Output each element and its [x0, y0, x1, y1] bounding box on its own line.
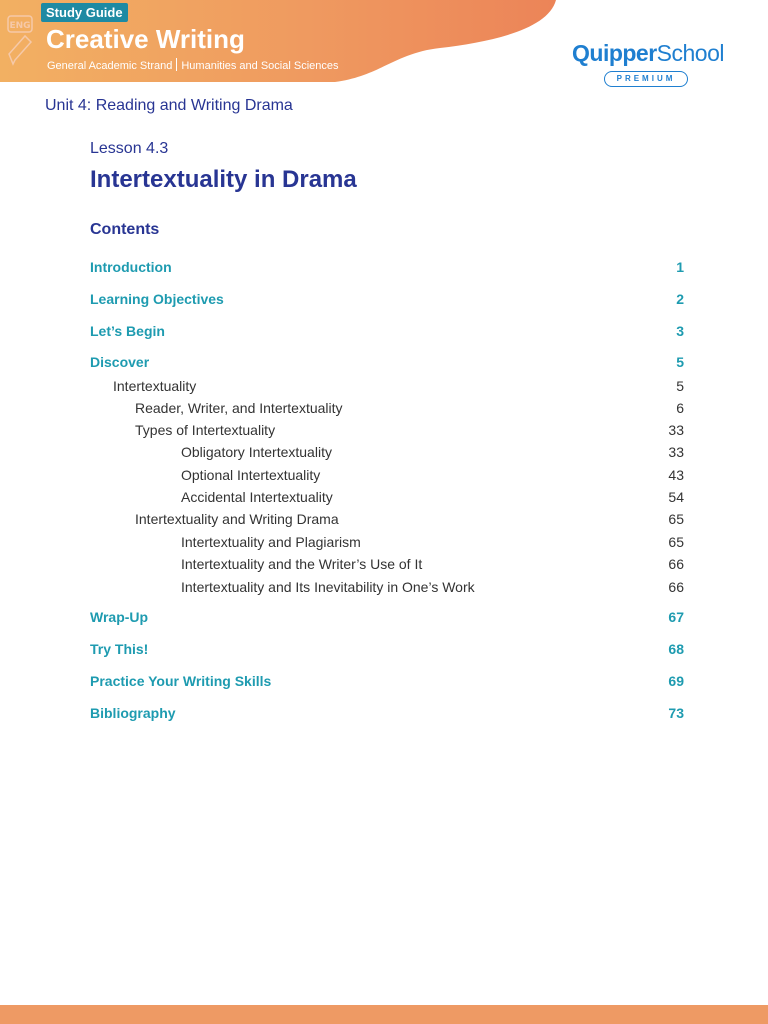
toc-page: 5	[676, 378, 684, 394]
toc-entry-lets-begin[interactable]	[0, 321, 684, 341]
toc-label: Intertextuality and the Writer’s Use of It	[181, 556, 423, 572]
toc-label: Practice Your Writing Skills	[90, 673, 272, 689]
toc-entry-accidental[interactable]	[0, 487, 684, 507]
toc-page: 65	[668, 534, 684, 550]
toc-entry-writers-use[interactable]	[0, 554, 684, 574]
toc-entry-learning-objectives[interactable]	[0, 289, 684, 309]
toc-label: Introduction	[90, 259, 172, 275]
premium-badge: PREMIUM	[604, 71, 688, 87]
toc-page: 68	[668, 641, 684, 657]
toc-entry-reader-writer[interactable]	[0, 398, 684, 418]
toc-page: 54	[668, 489, 684, 505]
study-guide-badge: Study Guide	[41, 3, 128, 22]
guide-title: Creative Writing	[46, 24, 245, 54]
lesson-title: Intertextuality in Drama	[90, 166, 357, 193]
quipper-school-logo	[572, 40, 732, 90]
toc-label: Accidental Intertextuality	[181, 489, 333, 505]
strand-right: Humanities and Social Sciences	[181, 60, 339, 72]
toc-page: 66	[668, 579, 684, 595]
svg-text:ENG: ENG	[9, 21, 31, 31]
toc-label: Types of Intertextuality	[135, 422, 276, 438]
toc-entry-writing-drama[interactable]	[0, 509, 684, 529]
footer-band	[0, 1005, 768, 1024]
toc-page: 66	[668, 556, 684, 572]
toc-label: Obligatory Intertextuality	[181, 444, 332, 460]
toc-label: Intertextuality	[113, 378, 197, 394]
toc-page: 33	[668, 422, 684, 438]
toc-page: 2	[676, 291, 684, 307]
toc-entry-intertextuality[interactable]	[0, 376, 684, 396]
toc-page: 1	[676, 259, 684, 275]
toc-entry-plagiarism[interactable]	[0, 532, 684, 552]
toc-page: 3	[676, 323, 684, 339]
eng-pencil-icon	[5, 14, 35, 66]
toc-entry-obligatory[interactable]	[0, 442, 684, 462]
toc-label: Learning Objectives	[90, 291, 224, 307]
logo-brand-suffix: School	[656, 40, 724, 66]
lesson-number: Lesson 4.3	[90, 140, 169, 157]
contents-heading: Contents	[90, 221, 160, 238]
strand-left: General Academic Strand	[47, 60, 173, 72]
toc-page: 65	[668, 511, 684, 527]
toc-page: 69	[668, 673, 684, 689]
toc-label: Let’s Begin	[90, 323, 165, 339]
toc-label: Intertextuality and Its Inevitability in One’s Work	[181, 579, 475, 595]
toc-label: Try This!	[90, 641, 149, 657]
toc-page: 43	[668, 467, 684, 483]
toc-page: 73	[668, 705, 684, 721]
unit-title: Unit 4: Reading and Writing Drama	[45, 97, 293, 114]
toc-entry-types[interactable]	[0, 420, 684, 440]
strand-divider	[176, 58, 177, 71]
toc-page: 5	[676, 354, 684, 370]
toc-entry-introduction[interactable]	[0, 257, 684, 277]
toc-label: Reader, Writer, and Intertextuality	[135, 400, 343, 416]
toc-entry-bibliography[interactable]	[0, 703, 684, 723]
toc-label: Optional Intertextuality	[181, 467, 321, 483]
toc-entry-optional[interactable]	[0, 465, 684, 485]
strand-line	[47, 58, 339, 73]
toc-page: 6	[676, 400, 684, 416]
toc-entry-try-this[interactable]	[0, 639, 684, 659]
toc-entry-discover[interactable]	[0, 352, 684, 372]
toc-page: 67	[668, 609, 684, 625]
toc-page: 33	[668, 444, 684, 460]
toc-entry-wrap-up[interactable]	[0, 607, 684, 627]
toc-label: Wrap-Up	[90, 609, 149, 625]
toc-label: Bibliography	[90, 705, 176, 721]
toc-entry-practice[interactable]	[0, 671, 684, 691]
logo-brand: Quipper	[572, 40, 657, 66]
toc-label: Intertextuality and Writing Drama	[135, 511, 339, 527]
toc-entry-inevitability[interactable]	[0, 577, 684, 597]
toc-label: Intertextuality and Plagiarism	[181, 534, 361, 550]
logo-wordmark	[572, 40, 724, 67]
toc-label: Discover	[90, 354, 150, 370]
